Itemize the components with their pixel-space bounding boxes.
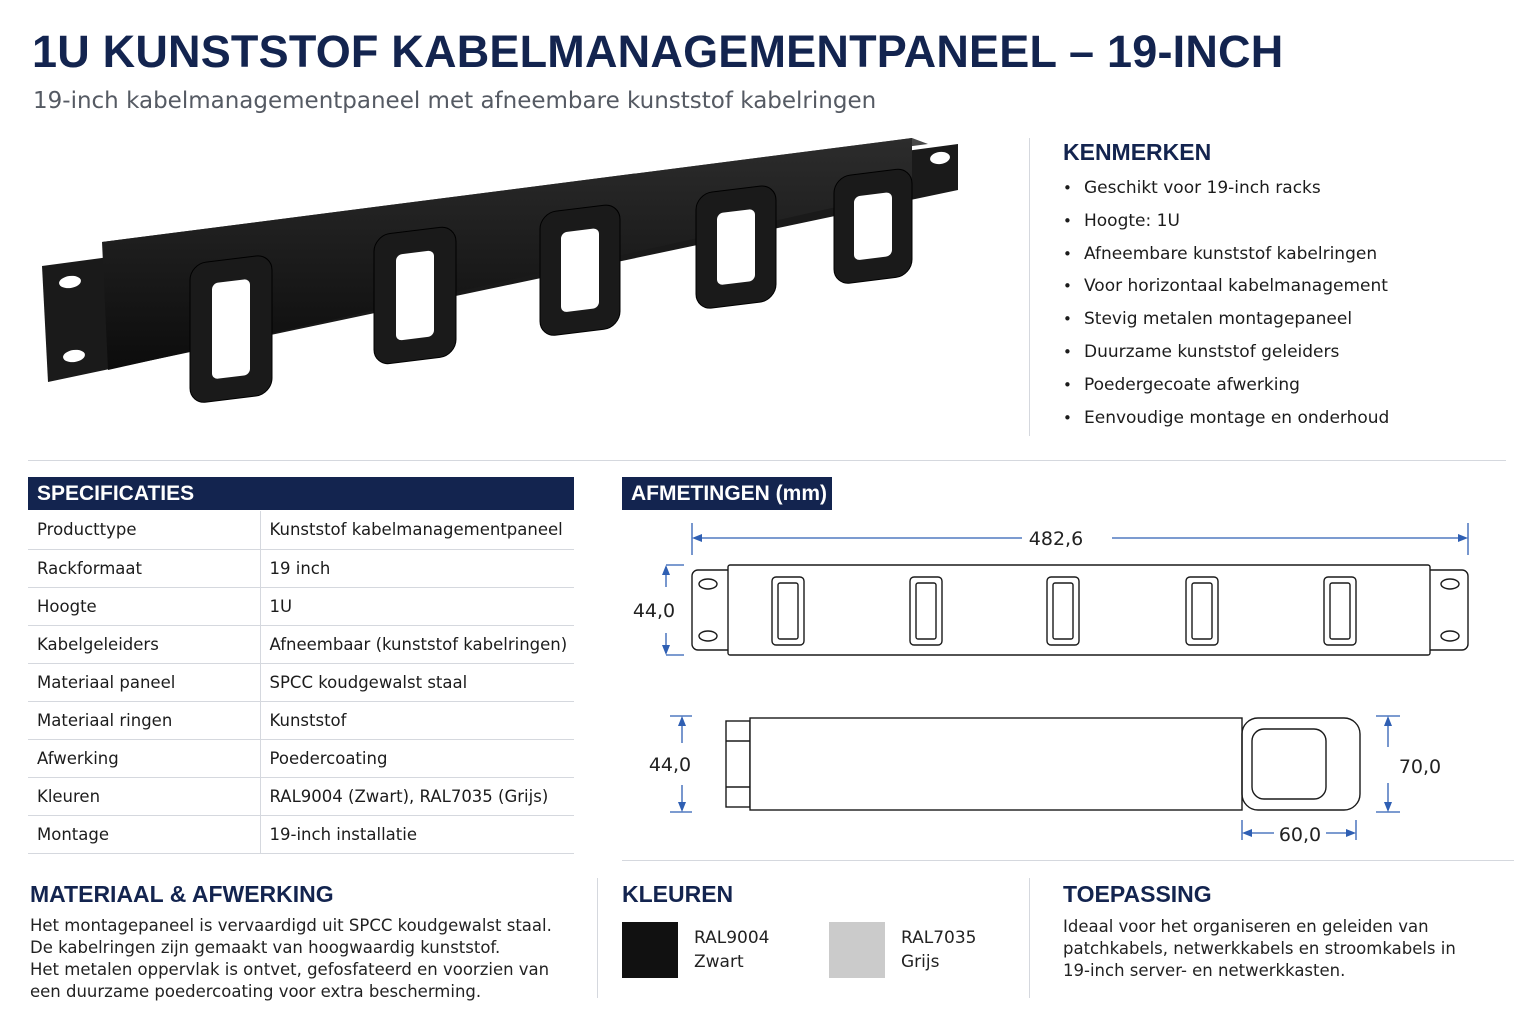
list-item: • Poedergecoate afwerking xyxy=(1063,369,1389,402)
list-item: • Eenvoudige montage en onderhoud xyxy=(1063,402,1389,435)
spec-value: SPCC koudgewalst staal xyxy=(260,663,574,701)
features-heading: KENMERKEN xyxy=(1063,139,1212,165)
spec-key: Rackformaat xyxy=(28,549,260,587)
page-title: 1U KUNSTSTOF KABELMANAGEMENTPANEEL – 19-INCH xyxy=(32,26,1284,77)
list-item: • Duurzame kunststof geleiders xyxy=(1063,336,1389,369)
list-item: • Voor horizontaal kabelmanagement xyxy=(1063,270,1389,303)
features-list xyxy=(1063,172,1389,434)
table-row xyxy=(28,815,574,853)
table-row xyxy=(28,511,574,549)
list-item: • Hoogte: 1U xyxy=(1063,205,1389,238)
spec-value: Poedercoating xyxy=(260,739,574,777)
material-line: Het montagepaneel is vervaardigd uit SPCC koudgewalst staal. xyxy=(30,916,552,935)
dimensions-heading: AFMETINGEN (mm) xyxy=(622,477,832,510)
spec-value: 19-inch installatie xyxy=(260,815,574,853)
divider xyxy=(28,460,1506,461)
spec-value: Kunststof kabelmanagementpaneel xyxy=(260,511,574,549)
color-swatch-grey xyxy=(829,922,885,978)
divider xyxy=(1029,138,1030,436)
spec-value: Kunststof xyxy=(260,701,574,739)
spec-key: Producttype xyxy=(28,511,260,549)
table-row xyxy=(28,587,574,625)
application-line: patchkabels, netwerkkabels en stroomkabels in xyxy=(1063,939,1456,958)
spec-value: 1U xyxy=(260,587,574,625)
table-row xyxy=(28,701,574,739)
table-row xyxy=(28,777,574,815)
page-subtitle: 19-inch kabelmanagementpaneel met afneembare kunststof kabelringen xyxy=(33,88,877,114)
spec-key: Hoogte xyxy=(28,587,260,625)
color-swatch-black xyxy=(622,922,678,978)
table-row xyxy=(28,625,574,663)
application-heading: TOEPASSING xyxy=(1063,881,1212,907)
front-height-label: 44,0 xyxy=(632,600,676,622)
divider xyxy=(597,878,598,998)
material-line: een duurzame poedercoating voor extra bescherming. xyxy=(30,982,482,1001)
application-line: 19-inch server- en netwerkkasten. xyxy=(1063,961,1346,980)
list-item: • Stevig metalen montagepaneel xyxy=(1063,303,1389,336)
color-name: Zwart xyxy=(694,952,744,972)
material-text xyxy=(30,915,552,1003)
color-name: Grijs xyxy=(901,952,940,972)
color-label-black xyxy=(694,926,770,974)
spec-key: Materiaal ringen xyxy=(28,701,260,739)
divider xyxy=(622,860,1514,861)
dimension-drawing xyxy=(620,515,1490,845)
spec-key: Materiaal paneel xyxy=(28,663,260,701)
spec-key: Montage xyxy=(28,815,260,853)
table-row xyxy=(28,739,574,777)
spec-key: Afwerking xyxy=(28,739,260,777)
color-label-grey xyxy=(901,926,977,974)
spec-value: Afneembaar (kunststof kabelringen) xyxy=(260,625,574,663)
material-line: Het metalen oppervlak is ontvet, gefosfateerd en voorzien van xyxy=(30,960,550,979)
list-item: • Afneembare kunststof kabelringen xyxy=(1063,238,1389,271)
ring-depth-label: 60,0 xyxy=(1278,824,1322,845)
width-label: 482,6 xyxy=(1028,528,1084,550)
divider xyxy=(1029,878,1030,998)
color-code: RAL9004 xyxy=(694,928,770,948)
spec-value: RAL9004 (Zwart), RAL7035 (Grijs) xyxy=(260,777,574,815)
list-item: • Geschikt voor 19-inch racks xyxy=(1063,172,1389,205)
ring-height-label: 70,0 xyxy=(1398,756,1442,778)
color-code: RAL7035 xyxy=(901,928,977,948)
material-heading: MATERIAAL & AFWERKING xyxy=(30,881,334,907)
product-image xyxy=(28,130,988,430)
material-line: De kabelringen zijn gemaakt van hoogwaardig kunststof. xyxy=(30,938,501,957)
colors-heading: KLEUREN xyxy=(622,881,734,907)
table-row xyxy=(28,663,574,701)
side-height-label: 44,0 xyxy=(648,754,692,776)
specs-table xyxy=(28,511,574,854)
spec-value: 19 inch xyxy=(260,549,574,587)
application-text xyxy=(1063,916,1456,982)
table-row xyxy=(28,549,574,587)
application-line: Ideaal voor het organiseren en geleiden van xyxy=(1063,917,1429,936)
spec-key: Kabelgeleiders xyxy=(28,625,260,663)
spec-key: Kleuren xyxy=(28,777,260,815)
specs-heading: SPECIFICATIES xyxy=(28,477,574,510)
